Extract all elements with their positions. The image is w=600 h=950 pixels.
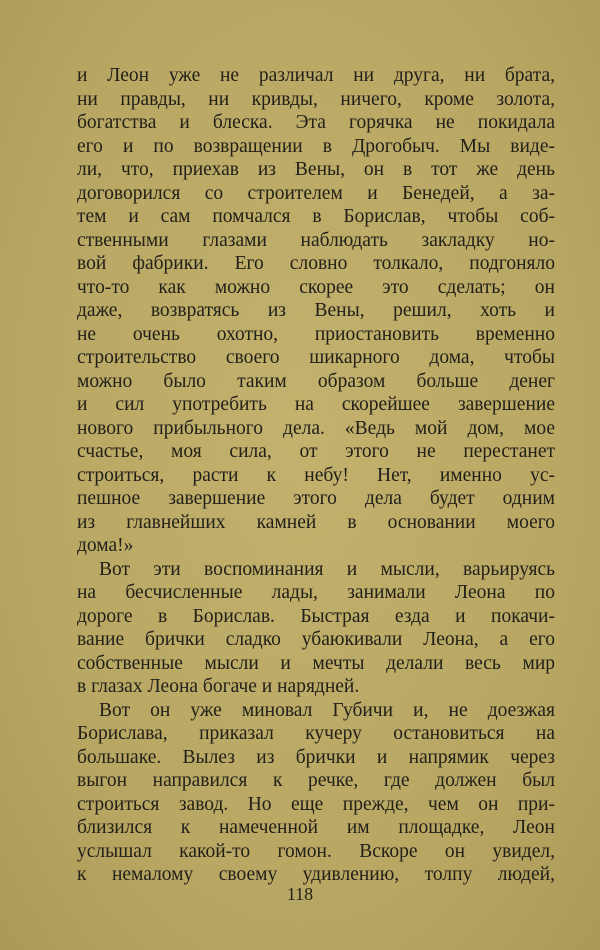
- text-line: дома!»: [77, 535, 134, 556]
- text-line: договорился со строителем и Бенедей, а за-: [77, 182, 555, 204]
- page-number: 118: [286, 884, 314, 904]
- text-line: дороге в Борислав. Быстрая езда и покачи-: [77, 605, 555, 627]
- text-line: на бесчисленные лады, занимали Леона по: [77, 582, 555, 603]
- text-line: большаке. Вылез из брички и напрямик через: [77, 746, 555, 768]
- text-line: к немалому своему удивлению, толпу людей,: [77, 864, 555, 885]
- text-line: услышал какой-то гомон. Вскоре он увидел,: [77, 840, 555, 862]
- text-line: можно было таким образом больше денег: [77, 370, 555, 392]
- text-line: богатства и блеска. Эта горячка не покидала: [77, 112, 555, 133]
- text-line: строиться завод. Но еще прежде, чем он при-: [77, 793, 555, 815]
- text-line: собственные мысли и мечты делали весь мир: [77, 652, 555, 674]
- text-line: ни правды, ни кривды, ничего, кроме золота,: [77, 88, 555, 110]
- text-line: пешное завершение этого дела будет одним: [77, 488, 555, 509]
- text-line: вой фабрики. Его словно толкало, подгоняло: [77, 253, 555, 274]
- text-line: в глазах Леона богаче и нарядней.: [77, 676, 360, 697]
- text-line: нового прибыльного дела. «Ведь мой дом, мое: [77, 417, 555, 439]
- text-line: что-то как можно скорее это сделать; он: [77, 276, 555, 298]
- text-line: вание брички сладко убаюкивали Леона, а его: [77, 629, 555, 650]
- text-line: тем и сам помчался в Борислав, чтобы соб-: [77, 206, 555, 227]
- body-text: [77, 64, 555, 887]
- text-line: счастье, моя сила, от этого не перестанет: [77, 441, 555, 462]
- text-line: даже, возвратясь из Вены, решил, хоть и: [77, 300, 555, 321]
- text-line: и Леон уже не различал ни друга, ни брата,: [77, 65, 555, 86]
- text-line: из главнейших камней в основании моего: [77, 511, 555, 533]
- text-line: Борислава, приказал кучеру остановиться на: [77, 723, 555, 744]
- text-line: выгон направился к речке, где должен был: [77, 770, 555, 791]
- text-line: Вот он уже миновал Губичи и, не доезжая: [99, 699, 555, 721]
- text-line: строиться, расти к небу! Нет, именно ус-: [77, 464, 555, 486]
- text-line: строительство своего шикарного дома, чтобы: [77, 347, 555, 368]
- text-line: Вот эти воспоминания и мысли, варьируясь: [99, 558, 555, 580]
- text-line: его и по возвращении в Дрогобыч. Мы виде-: [77, 135, 555, 157]
- text-line: ли, что, приехав из Вены, он в тот же день: [77, 159, 555, 180]
- text-line: близился к намеченной им площадке, Леон: [77, 817, 555, 838]
- text-line: не очень охотно, приостановить временно: [77, 323, 555, 345]
- text-line: ственными глазами наблюдать закладку но-: [77, 229, 555, 251]
- text-line: и сил употребить на скорейшее завершение: [77, 394, 555, 415]
